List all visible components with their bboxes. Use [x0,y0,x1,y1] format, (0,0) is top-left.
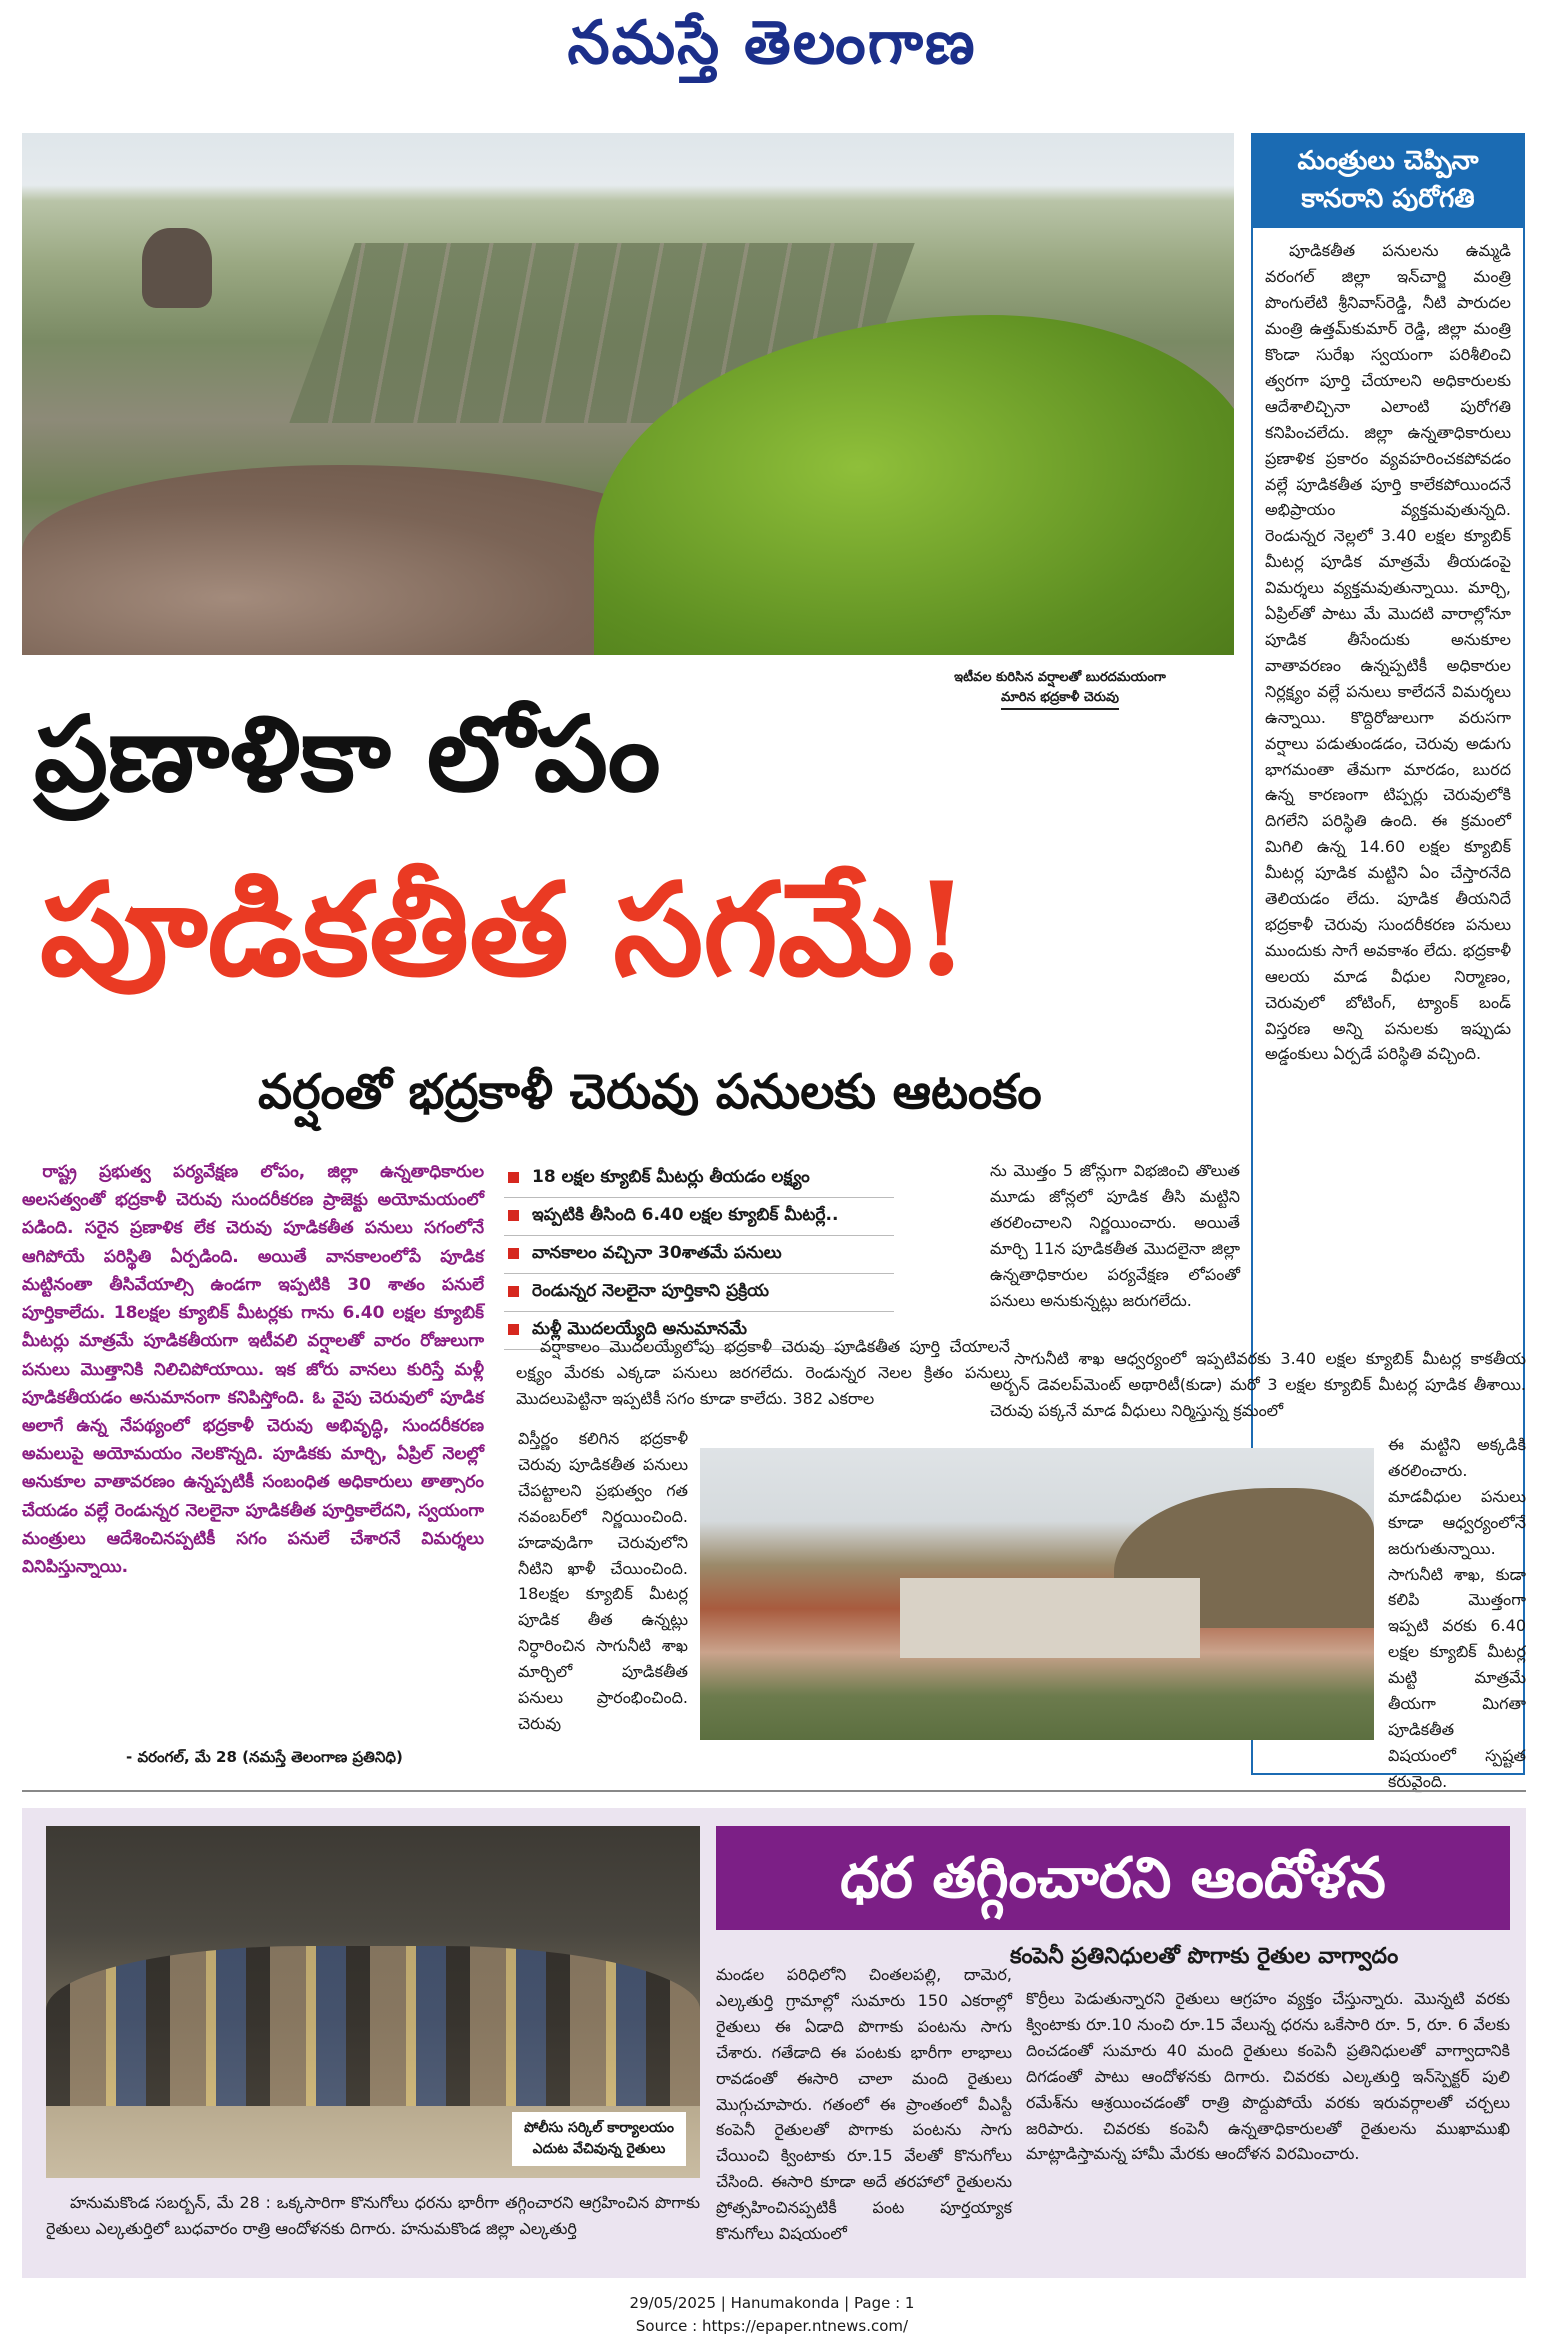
dateline: - వరంగల్, మే 28 (నమస్తే తెలంగాణ ప్రతినిధి) [126,1748,403,1766]
highlight-item: వానకాలం వచ్చినా 30శాతమే పనులు [504,1236,894,1274]
footer-source-link[interactable]: Source : https://epaper.ntnews.com/ [635,2316,909,2335]
headline-main: పూడికతీత సగమే! [40,855,970,1005]
sidebox-body: పూడికతీత పనులను ఉమ్మడి వరంగల్ జిల్లా ఇన్‌చార్జి మంత్రి పొంగులేటి శ్రీనివాస్‌రెడ్డి, నీటి పారుదల మంత్రి ఉత్తమ్‌కుమార్ రెడ్డి, జిల్లా మంత్రి కొండా సురేఖ స్వయంగా పరిశీలించి త్వరగా పూర్తి చేయాలని అధికారులకు ఆదేశాలిచ్చినా ఎలాంటి పురోగతి కనిపించలేదు. జిల్లా ఉన్నతాధికారులు ప్రణాళిక ప్రకారం వ్యవహరించకపోవడం వల్లే పూడికతీత పూర్తి కాలేకపోయిందనే అభిప్రాయం వ్యక్తమవుతున్నది. రెండున్నర నెల్లలో 3.40 లక్షల క్యూబిక్ మీటర్ల పూడిక మాత్రమే తీయడంపై విమర్శలు వ్యక్తమవుతున్నాయి. మార్చి, ఏప్రిల్‌తో పాటు మే మొదటి వారాల్లోనూ పూడిక తీసేందుకు అనుకూల వాతావరణం ఉన్నప్పటికీ అధికారుల నిర్లక్ష్యం వల్లే పనులు కాలేదనే విమర్శలు ఉన్నాయి. కొద్దిరోజులుగా వరుసగా వర్షాలు పడుతుండడం, చెరువు అడుగు భాగమంతా తేమగా మారడం, బురద ఉన్న కారణంగా టిప్పర్లు చెరువులోకి దిగలేని పరిస్థితి ఉంది. ఈ క్రమంలో మిగిలి ఉన్న 14.60 లక్షల క్యూబిక్ మీటర్ల పూడిక మట్టిని ఏం చేస్తారనేది తెలియడం లేదు. పూడిక తీయనిదే భద్రకాళీ చెరువు సుందరీకరణ పనులు ముందుకు సాగే అవకాశం లేదు. భద్రకాళీ ఆలయ మాడ వీధుల నిర్మాణం, చెరువులో బోటింగ్, ట్యాంక్ బండ్ విస్తరణ అన్ని పనులకు ఇప్పుడు అడ్డంకులు ఏర్పడే పరిస్థితి వచ్చింది. [1265,241,1511,1064]
farmers-banner: ధర తగ్గించారని ఆందోళన [716,1826,1510,1930]
masthead [0,8,1544,92]
farmers-column-h: హనుమకొండ సబర్బన్, మే 28 : ఒక్కసారిగా కొనుగోలు ధరను భారీగా తగ్గించారని ఆగ్రహించిన పొగాకు రైతులు ఎల్కతుర్తిలో బుధవారం రాత్రి ఆందోళనకు దిగారు. హనుమకొండ జిల్లా ఎల్కతుర్తి [46,2193,700,2238]
newspaper-name: నమస్తే తెలంగాణ [567,8,977,78]
photo-boulder [142,228,212,308]
article-column-d: సాగునీటి శాఖ ఆధ్వర్యంలో ఇప్పటివరకు 3.40 లక్షల క్యూబిక్ మీటర్ల కాకతీయ అర్బన్ డెవలప్‌మెంట్ అథారిటీ(కుడా) మరో 3 లక్షల క్యూబిక్ మీటర్ల పూడిక తీశాయి. చెరువు పక్కనే మాడ వీధులు నిర్మిస్తున్న క్రమంలో [990,1349,1526,1420]
lake-photo [22,133,1234,655]
sidebox-title-line-1: మంత్రులు చెప్పినా [1297,146,1479,176]
sidebox-title [1253,133,1523,228]
page-footer [0,2292,1544,2337]
construction-photo [700,1448,1374,1740]
lake-photo-caption [890,668,1230,710]
highlight-item: ఇప్పటికి తీసింది 6.40 లక్షల క్యూబిక్ మీటర్లే.. [504,1198,894,1236]
caption-line-1: ఇటీవల కురిసిన వర్షాలతో బురదమయంగా [954,670,1166,685]
section-divider [22,1790,1526,1792]
farmers-column-g: కొర్రీలు పెడుతున్నారని రైతులు ఆగ్రహం వ్యక్తం చేస్తున్నారు. మొన్నటి వరకు క్వింటాకు రూ.10 నుంచి రూ.15 వేలున్న ధరను ఒకేసారి రూ. 5, రూ. 6 వేలకు దించడంతో సుమారు 40 మంది రైతులు కంపెనీ ప్రతినిధులతో వాగ్వాదానికి దిగడంతో పాటు ఆందోళనకు దిగారు. చివరకు ఎల్కతుర్తి ఇన్‌స్పెక్టర్ పులి రమేశ్‌ను ఆశ్రయించడంతో రాత్రి పొద్దుపోయే వరకు ఇరువర్గాలతో చర్చలు జరిపారు. చివరకు కంపెనీ ఉన్నతాధికారులతో రైతులను ముఖాముఖి మాట్లాడిస్తామన్న హామీ మేరకు ఆందోళన విరమించారు. [1026,1989,1510,2164]
construction-photo-wall [900,1578,1200,1658]
headline-kicker: ప్రణాళికా లోపం [34,692,661,815]
article-column-c: ను మొత్తం 5 జోన్లుగా విభజించి తొలుత మూడు జోన్లలో పూడిక తీసి మట్టిని తరలించాలని నిర్ణయించారు. అయితే మార్చి 11న పూడికతీత మొదలైనా జిల్లా ఉన్నతాధికారుల పర్యవేక్షణ లోపంతో పనులు అనుకున్నట్లు జరుగలేదు. [990,1161,1240,1310]
farmers-photo [46,1826,700,2178]
article-column-b: విస్తీర్ణం కలిగిన భద్రకాళీ చెరువు పూడికతీత పనులు చేపట్టాలని ప్రభుత్వం గత నవంబర్‌లో నిర్ణయించింది. హడావుడిగా చెరువులోని నీటిని ఖాళీ చేయించింది. 18లక్షల క్యూబిక్ మీటర్ల పూడిక తీత ఉన్నట్లు నిర్ధారించిన సాగునీటి శాఖ మార్చిలో పూడికతీత పనులు ప్రారంభించింది. చెరువు [518,1429,688,1733]
highlights-list [504,1160,894,1350]
farmers-photo-caption [512,2112,686,2166]
farmers-caption-line-2: ఎదుట వేచివున్న రైతులు [532,2141,666,2157]
farmers-photo-people [46,1946,700,2106]
headline-sub: వర్షంతో భద్రకాళీ చెరువు పనులకు ఆటంకం [258,1064,1042,1120]
highlight-item: మళ్లీ మొదలయ్యేది అనుమానమే [504,1312,894,1350]
footer-edition-line: 29/05/2025 | Hanumakonda | Page : 1 [629,2294,915,2312]
sidebox-title-line-2: కానరాని పురోగతి [1301,183,1475,214]
caption-line-2: మారిన భద్రకాళీ చెరువు [1001,688,1119,710]
farmers-column-f: మండల పరిధిలోని చింతలపల్లి, దామెర, ఎల్కతుర్తి గ్రామాల్లో సుమారు 150 ఎకరాల్లో రైతులు ఈ ఏడాది పొగాకు పంటను సాగు చేశారు. గతేడాది ఈ పంటకు భారీగా లాభాలు రావడంతో ఈసారి చాలా మంది రైతులు మొగ్గుచూపారు. గతంలో ఈ ప్రాంతంలో వీఎస్టీ కంపెనీ రైతులతో పొగాకు పంటను సాగు చేయించి క్వింటాకు రూ.15 వేలతో కొనుగోలు చేసింది. ఈసారి కూడా అదే తరహాలో రైతులను ప్రోత్సహించినప్పటికీ పంట పూర్తయ్యాక కొనుగోలు విషయంలో [716,1965,1012,2244]
highlight-item: 18 లక్షల క్యూబిక్ మీటర్లు తీయడం లక్ష్యం [504,1160,894,1198]
article-column-e: ఈ మట్టిని అక్కడికి తరలించారు. మాడవీధుల పనులు కూడా ఆధ్వర్యంలోనే జరుగుతున్నాయి. సాగునీటి శాఖ, కుడా కలిపి మొత్తంగా ఇప్పటి వరకు 6.40 లక్షల క్యూబిక్ మీటర్ల మట్టి మాత్రమే తీయగా మిగతా పూడికతీత విషయంలో స్పష్టత కరువైంది. [1388,1435,1526,1791]
farmers-subhead: కంపెనీ ప్రతినిధులతో పొగాకు రైతుల వాగ్వాదం [1010,1944,1399,1969]
highlight-item: రెండున్నర నెలలైనా పూర్తికాని ప్రక్రియ [504,1274,894,1312]
lead-paragraph: రాష్ట్ర ప్రభుత్వ పర్యవేక్షణ లోపం, జిల్లా ఉన్నతాధికారుల అలసత్వంతో భద్రకాళీ చెరువు సుందరీకరణ ప్రాజెక్టు అయోమయంలో పడింది. సరైన ప్రణాళిక లేక చెరువు పూడికతీత పనులు సగంలోనే ఆగిపోయే పరిస్థితి ఏర్పడింది. అయితే వానకాలంలోపే పూడిక మట్టినంతా తీసివేయాల్సి ఉండగా ఇప్పటికి 30 శాతం పనులే పూర్తికాలేదు. 18లక్షల క్యూబిక్ మీటర్లకు గాను 6.40 లక్షల క్యూబిక్ మీటర్లు మాత్రమే పూడికతీయగా ఇటీవలి వర్షాలతో వారం రోజులుగా పనులు మొత్తానికి నిలిచిపోయాయి. ఇక జోరు వానలు కురిస్తే మళ్లీ పూడికతీయడం అనుమానంగా కనిపిస్తోంది. ఓ వైపు చెరువులో పూడిక అలాగే ఉన్న నేపథ్యంలో భద్రకాళీ చెరువు అభివృద్ధి, సుందరీకరణ అమలుపై అయోమయం నెలకొన్నది. పూడికకు మార్చి, ఏప్రిల్ నెలల్లో అనుకూల వాతావరణం ఉన్నప్పటికీ సంబంధిత అధికారులు తాత్సారం చేయడం వల్లే రెండున్నర నెలలైనా పూడికతీత పూర్తికాలేదని, స్వయంగా మంత్రులు ఆదేశించినప్పటికీ సగం పనులే చేశారనే విమర్శలు వినిపిస్తున్నాయి. [22,1162,484,1578]
article-column-a: వర్షాకాలం మొదలయ్యేలోపు భద్రకాళీ చెరువు పూడికతీత పూర్తి చేయాలనే లక్ష్యం మేరకు ఎక్కడా పనులు జరగలేదు. రెండున్నర నెలల క్రితం పనులు మొదలుపెట్టినా ఇప్పటికీ సగం కూడా కాలేదు. 382 ఎకరాల [516,1337,1010,1408]
farmers-caption-line-1: పోలీసు సర్కిల్ కార్యాలయం [523,2120,674,2136]
